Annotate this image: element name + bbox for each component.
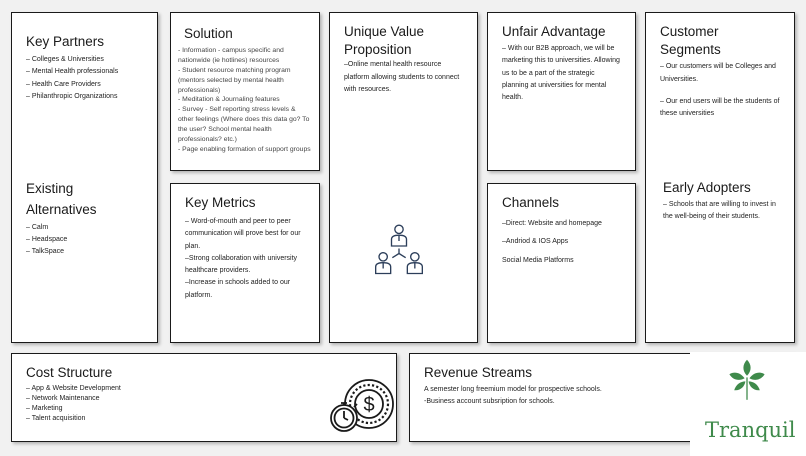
- list-item: - Information - campus specific and nationwide (ie hotlines) resources: [178, 47, 284, 65]
- unfair-advantage-box: [487, 12, 636, 171]
- stopwatch-money-icon: [327, 376, 397, 436]
- list-item: – Health Care Providers: [26, 79, 143, 91]
- list-item: A semester long freemium model for prospective schools.: [424, 386, 602, 394]
- existing-alternatives-title-line1: Existing: [26, 181, 74, 196]
- list-item: – Network Maintenance: [26, 394, 382, 404]
- list-item: – Talent acquisition: [26, 414, 382, 424]
- solution-box: [170, 12, 320, 171]
- key-metrics-box: [170, 183, 320, 343]
- channels-box: [487, 183, 636, 343]
- list-item: - Page enabling formation of support groups: [178, 145, 311, 153]
- list-item: –Direct: Website and homepage: [502, 220, 602, 228]
- list-item: -Business account subsription for schools.: [424, 398, 555, 406]
- leaf-logo-icon: [723, 355, 771, 403]
- unfair-advantage-title: Unfair Advantage: [502, 24, 606, 39]
- early-adopters-section: [663, 179, 782, 230]
- logo-text: Tranquil: [705, 418, 796, 442]
- channels-title: Channels: [502, 195, 560, 210]
- existing-alternatives-section: [26, 179, 97, 259]
- uvp-text: –Online mental health resource platform allowing students to connect with resources.: [344, 61, 460, 93]
- list-item: – TalkSpace: [26, 246, 97, 258]
- list-item: – Mental Health professionals: [26, 66, 143, 78]
- list-item: – Colleges & Universities: [26, 54, 143, 66]
- list-item: - Student resource matching program (mentors selected by mental health professionals): [178, 66, 291, 94]
- list-item: – App & Website Development: [26, 384, 382, 394]
- revenue-streams-title: Revenue Streams: [424, 365, 533, 380]
- list-item: Social Media Platforms: [502, 256, 574, 264]
- key-metrics-title: Key Metrics: [185, 195, 256, 210]
- list-item: –Strong collaboration with university healthcare providers.: [185, 254, 298, 275]
- customer-segments-box: [645, 12, 795, 343]
- solution-list: [178, 46, 312, 154]
- key-partners-title: Key Partners: [26, 34, 105, 49]
- list-item: – Word-of-mouth and peer to peer communication will prove best for our plan.: [185, 218, 301, 250]
- existing-alternatives-title-line2: Alternatives: [26, 201, 97, 217]
- list-item: – Our customers will be Colleges and Universities.: [660, 63, 776, 83]
- list-item: - Survey - Self reporting stress levels & other feelings (Where does this data go? To the user? School mental health professionals? etc.): [178, 106, 310, 143]
- list-item: –Andriod & IOS Apps: [502, 238, 569, 246]
- list-item: – Our end users will be the students of these universities: [660, 97, 780, 118]
- list-item: – Philanthropic Organizations: [26, 91, 143, 103]
- list-item: - Meditation & Journaling features: [178, 96, 280, 104]
- existing-alternatives-list: [26, 222, 97, 259]
- solution-title: Solution: [184, 26, 233, 41]
- uvp-title-line2: Proposition: [344, 42, 412, 58]
- logo: [690, 352, 806, 456]
- list-item: – Marketing: [26, 404, 382, 414]
- key-partners-list: [26, 54, 143, 103]
- uvp-box: [329, 12, 478, 343]
- people-network-icon: [374, 221, 424, 281]
- early-adopters-title: Early Adopters: [663, 180, 751, 195]
- cost-structure-title: Cost Structure: [26, 365, 113, 380]
- list-item: – Calm: [26, 222, 97, 234]
- key-partners-box: [11, 12, 158, 343]
- customer-segments-title: Customer Segments: [660, 24, 721, 58]
- list-item: – Headspace: [26, 234, 97, 246]
- uvp-title-line1: Unique Value: [344, 24, 425, 39]
- early-adopters-text: – Schools that are willing to invest in the well-being of their students.: [663, 201, 776, 221]
- list-item: –Increase in schools added to our platform.: [185, 279, 291, 299]
- unfair-advantage-text: – With our B2B approach, we will be marketing this to universities. Allowing us to be a part of the strategic planning at universities for mental health.: [502, 45, 620, 102]
- cost-structure-box: [11, 353, 397, 442]
- svg-text:$: $: [363, 394, 375, 416]
